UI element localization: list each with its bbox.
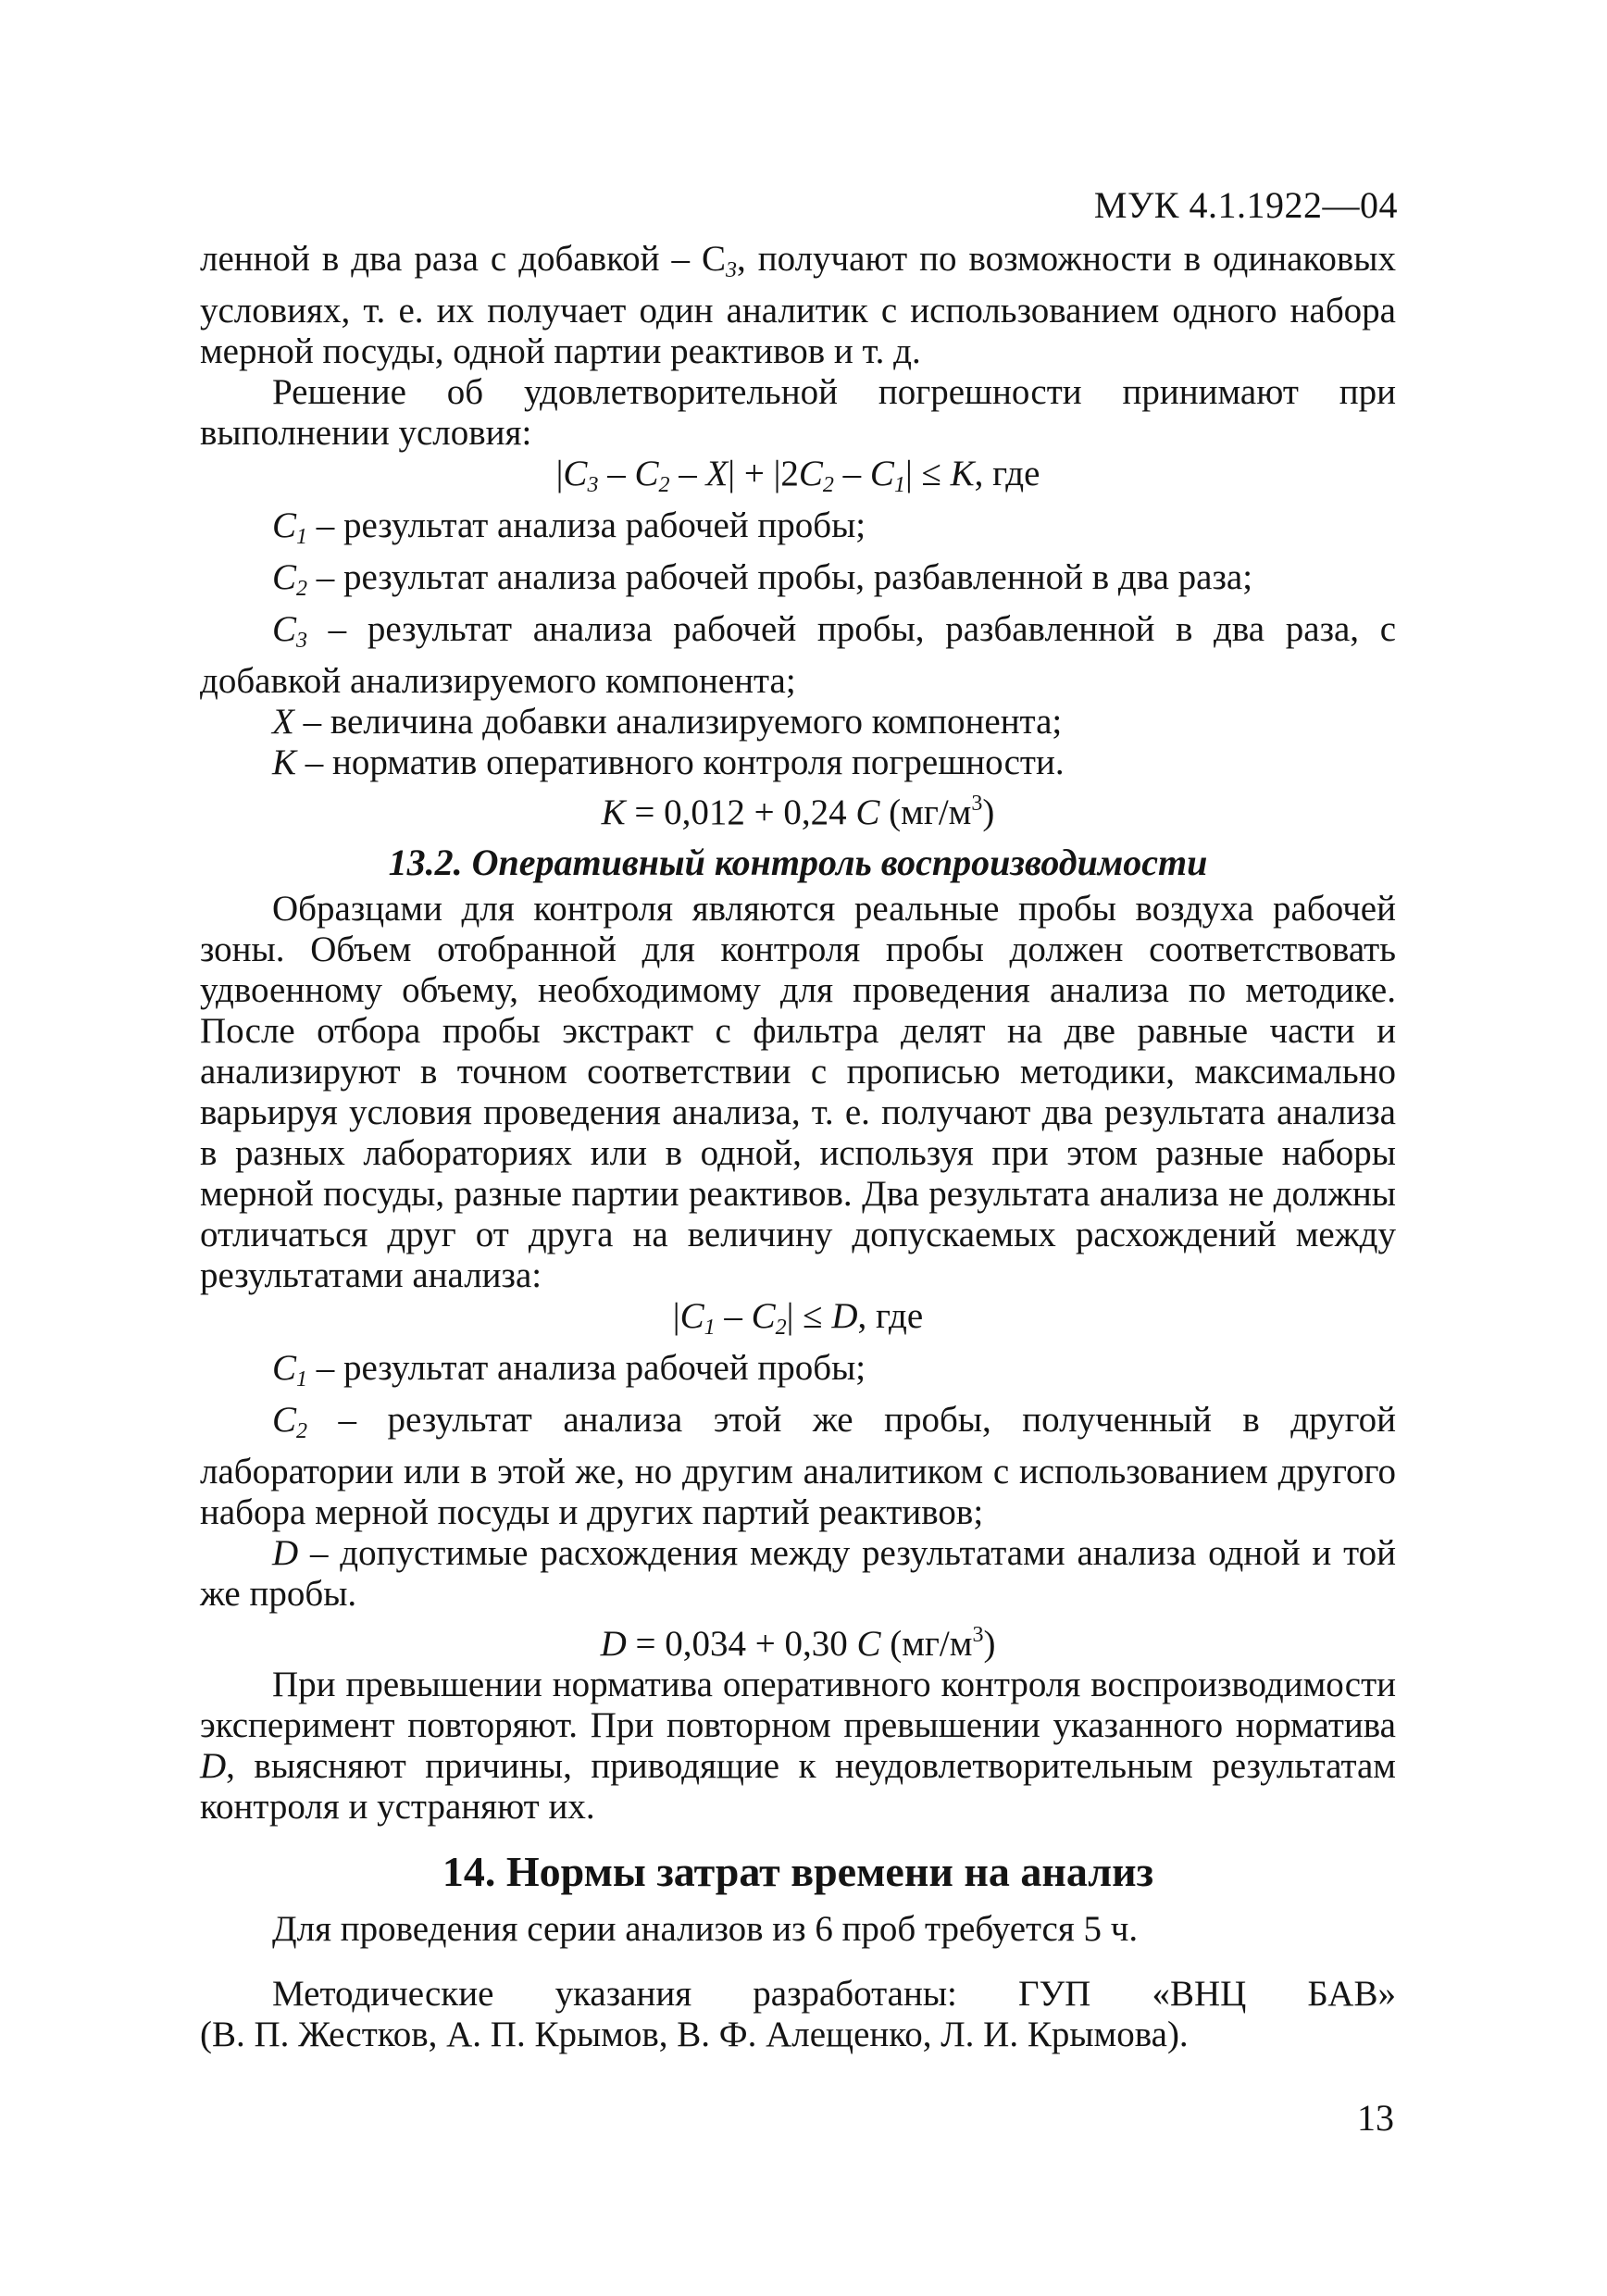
paragraph-condition: Решение об удовлетворительной погрешности принимают при выполнении условия: <box>200 372 1396 453</box>
formula-d-norm: D = 0,034 + 0,30 С $(мг/м^3)$ <box>600 1623 996 1664</box>
definition-c2: $С_2$ – результат анализа рабочей пробы, разбавленной в два раза; <box>272 557 1253 601</box>
definition-c1: $С_1$ – результат анализа рабочей пробы; <box>272 505 866 549</box>
section-heading-14: 14. Нормы затрат времени на анализ <box>442 1848 1154 1895</box>
definition-k: K – норматив оперативного контроля погрешности. <box>272 742 1065 782</box>
paragraph-reproducibility: Образцами для контроля являются реальные пробы воздуха рабочей зоны. Объем отобранной для контроля пробы должен соответствовать удвоенному объему, необходимому для проведения анализа по методике. После отбора пробы экстракт с фильтра делят на две равные части и анализируют в точном соответствии с прописью методики, максимально варьируя условия проведения анализа, т. е. получают два результата анализа в разных лабораториях или в одной, используя при этом разные наборы мерной посуды, разные партии реактивов. Два результата анализа не должны отличаться друг от друга на величину допускаемых расхождений между результатами анализа: <box>200 889 1396 1295</box>
formula-reproducibility-condition: $|С_1 - С_2| \le D$, где <box>672 1296 924 1340</box>
paragraph-continuation: ленной в два раза с добавкой – $С_3$, получают по возможности в одинаковых условиях, т. е. их получает один аналитик с использованием одного набора мерной посуды, одной партии реактивов и т. д. <box>200 239 1396 371</box>
formula-k-norm: K = 0,012 + 0,24 С $(мг/м^3)$ <box>601 792 995 832</box>
definition-c1-repro: $С_1$ – результат анализа рабочей пробы; <box>272 1348 866 1391</box>
definition-c3: $С_3$ – результат анализа рабочей пробы, разбавленной в два раза, с добавкой анализируемого компонента; <box>200 609 1396 701</box>
page-number: 13 <box>1357 2097 1394 2139</box>
authors-line-1: Методические указания разработаны: ГУП «ВНЦ БАВ» <box>272 1974 1396 2014</box>
formula-accuracy-condition: $|С_3 - С_2 - X| + |2С_2 - С_1| \le K$, где <box>555 454 1040 497</box>
paragraph-time-norms: Для проведения серии анализов из 6 проб требуется 5 ч. <box>272 1909 1139 1949</box>
definition-c2-repro: $С_2$ – результат анализа этой же пробы, полученный в другой лаборатории или в этой же, но другим аналитиком с использованием другого набора мерной посуды и других партий реактивов; <box>200 1400 1396 1532</box>
document-code-header: МУК 4.1.1922—04 <box>1093 184 1398 226</box>
page-body <box>200 239 1396 2055</box>
paragraph-repeat-exceed: При превышении норматива оперативного контроля воспроизводимости эксперимент повторяют. При повторном превышении указанного норматива D, выясняют причины, приводящие к неудовлетворительным результатам контроля и устраняют их. <box>200 1665 1396 1827</box>
authors-line-2: (В. П. Жестков, А. П. Крымов, В. Ф. Алещенко, Л. И. Крымова). <box>200 2015 1189 2054</box>
definition-x: X – величина добавки анализируемого компонента; <box>272 702 1063 742</box>
section-heading-13-2: 13.2. Оперативный контроль воспроизводимости <box>388 842 1208 883</box>
definition-d: D – допустимые расхождения между результатами анализа одной и той же пробы. <box>200 1533 1396 1614</box>
